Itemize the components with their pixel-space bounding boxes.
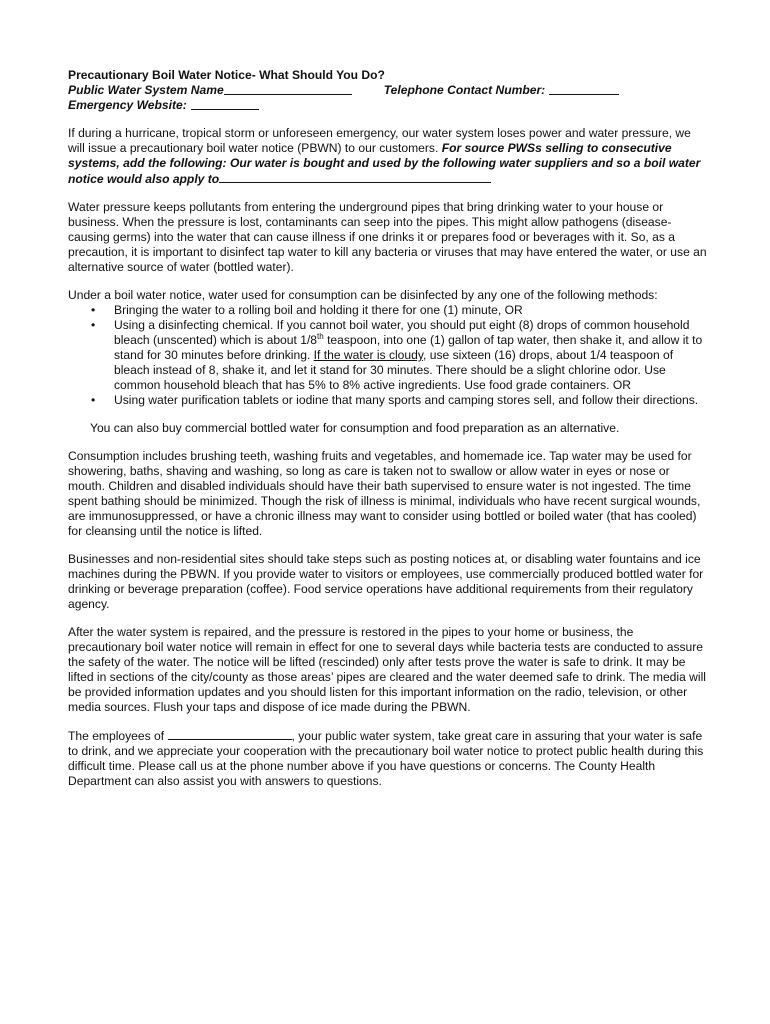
method-bleach-c: , use sixteen (16) drops, about 1/4 teaspoon of bleach instead of 8, shake it, and let it stand for 30 minutes. There should be a slight chlorine odor. Use common household bleach that has 5% to 8% active ingredients. Use food grade containers. OR (114, 348, 674, 392)
list-item (91, 303, 708, 318)
bullet-icon: • (91, 318, 96, 332)
system-name-blank[interactable] (224, 83, 352, 95)
methods-intro: Under a boil water notice, water used for consumption can be disinfected by any one of the following methods: (68, 288, 658, 302)
method-boil: Bringing the water to a rolling boil and holding it there for one (1) minute, OR (114, 303, 523, 317)
system-info-row (68, 83, 708, 98)
employees-lead: The employees of (68, 729, 165, 743)
method-bleach-b: teaspoon, into one (1) gallon of tap water, then shake it, and allow it to stand for 30 minutes before drinking. (114, 333, 703, 362)
list-item (91, 318, 708, 393)
pressure-paragraph: Water pressure keeps pollutants from entering the underground pipes that bring drinking water to your house or business. When the pressure is lost, contaminants can seep into the pipes. This might allow pathogens (disease-causing germs) into the water that can cause illness if one drinks it or prepares food or beverages with it. So, as a precaution, it is important to disinfect tap water to kill any bacteria or viruses that may have entered the water, or use an alternative source of water (bottled water). (68, 200, 707, 274)
system-name-label: Public Water System Name (68, 83, 224, 97)
superscript: th (317, 331, 324, 341)
telephone-blank[interactable] (549, 83, 619, 95)
list-item (91, 393, 708, 408)
cloudy-underline: If the water is cloudy (313, 348, 424, 362)
website-blank[interactable] (191, 98, 259, 110)
employees-paragraph (68, 728, 708, 789)
notice-title: Precautionary Boil Water Notice- What Should You Do? (68, 68, 385, 82)
bullet-icon: • (91, 303, 96, 317)
website-row (68, 98, 708, 113)
bottled-water-note: You can also buy commercial bottled water for consumption and food preparation as an alternative. (90, 421, 620, 435)
emergency-text: If during a hurricane, tropical storm or unforeseen emergency, our water system loses power and water pressure, we will issue a precautionary boil water notice (PBWN) to our customers. (68, 126, 691, 155)
method-tablets: Using water purification tablets or iodine that many sports and camping stores sell, and follow their directions. (114, 393, 699, 407)
employees-text: , your public water system, take great care in assuring that your water is safe to drink, and we appreciate your cooperation with the precautionary boil water notice to protect public health during this difficult time. Please call us at the phone number above if you have questions or concerns. The County Health Department can also assist you with answers to questions. (68, 729, 704, 788)
website-label: Emergency Website: (68, 98, 187, 112)
businesses-paragraph: Businesses and non-residential sites should take steps such as posting notices at, or disabling water fountains and ice machines during the PBWN. If you provide water to visitors or employees, use commercially produced bottled water for drinking or beverage preparation (coffee). Food service operations have additional requirements from their regulatory agency. (68, 552, 704, 611)
notice-page (68, 68, 708, 789)
emergency-paragraph (68, 126, 708, 187)
consecutive-systems-text: For source PWSs selling to consecutive systems, add the following: Our water is bought and used by the following water suppliers and so a boil water notice would also apply to (68, 141, 701, 186)
suppliers-blank[interactable] (219, 171, 491, 183)
method-bleach-a: Using a disinfecting chemical. If you cannot boil water, you should put eight (8) drops of common household bleach (unscented) which is about 1/8 (114, 318, 690, 347)
bullet-icon: • (91, 393, 96, 407)
repair-paragraph: After the water system is repaired, and the pressure is restored in the pipes to your home or business, the precautionary boil water notice will remain in effect for one to several days while bacteria tests are conducted to assure the safety of the water. The notice will be lifted (rescinded) only after tests prove the water is safe to drink. It may be lifted in sections of the city/county as those areas’ pipes are cleared and the water deemed safe to drink. The media will be provided information updates and you should listen for this important information on the radio, television, or other media sources. Flush your taps and dispose of ice made during the PBWN. (68, 625, 706, 714)
employees-blank[interactable] (168, 728, 292, 740)
methods-list (68, 303, 708, 408)
consumption-paragraph: Consumption includes brushing teeth, washing fruits and vegetables, and homemade ice. Tap water may be used for showering, baths, shaving and washing, so long as care is taken not to swallow or allow water in eyes or nose or mouth. Children and disabled individuals should have their bath supervised to ensure water is not ingested. The time spent bathing should be minimized. Though the risk of illness is minimal, individuals who have recent surgical wounds, are immunosuppressed, or have a chronic illness may want to consider using bottled or boiled water (that has cooled) for cleansing until the notice is lifted. (68, 449, 701, 538)
telephone-label: Telephone Contact Number: (383, 83, 546, 97)
